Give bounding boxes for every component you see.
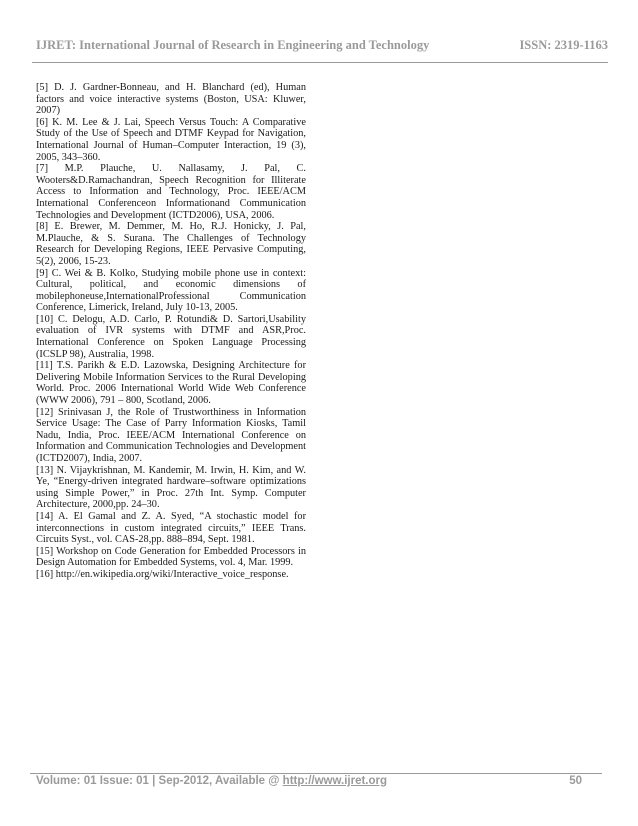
footer-info xyxy=(36,775,387,787)
reference-item: [15] Workshop on Code Generation for Embedded Processors in Design Automation for Embedded Systems, vol. 4, Mar. 1999. xyxy=(36,545,306,569)
reference-item: [8] E. Brewer, M. Demmer, M. Ho, R.J. Honicky, J. Pal, M.Plauche, & S. Surana. The Challenges of Technology Research for Developing Regions, IEEE Pervasive Computing, 5(2), 2006, 15-23. xyxy=(36,221,306,267)
footer-divider xyxy=(30,773,602,774)
footer-volume-text: Volume: 01 Issue: 01 | Sep-2012, Available @ xyxy=(36,775,283,787)
reference-item: [12] Srinivasan J, the Role of Trustworthiness in Information Service Usage: The Case of Parry Information Kiosks, Tamil Nadu, India, Proc. IEEE/ACM International Conference on Information and Communication Technologies and Development (ICTD2007), India, 2007. xyxy=(36,406,306,464)
header-divider xyxy=(32,62,608,63)
reference-list xyxy=(36,82,306,581)
issn-label: ISSN: 2319-1163 xyxy=(519,38,608,52)
reference-item: [7] M.P. Plauche, U. Nallasamy, J. Pal, C. Wooters&D.Ramachandran, Speech Recognition for Illiterate Access to Information and Technology, Proc. IEEE/ACM International Conferenceon Informationand Communication Technologies and Development (ICTD2006), USA, 2006. xyxy=(36,163,306,221)
page-number: 50 xyxy=(569,775,582,787)
journal-link[interactable]: http://www.ijret.org xyxy=(282,775,388,787)
reference-item: [14] A. El Gamal and Z. A. Syed, “A stochastic model for interconnections in custom integrated circuits,” IEEE Trans. Circuits Syst., vol. CAS-28,pp. 888–894, Sept. 1981. xyxy=(36,510,306,546)
journal-title: IJRET: International Journal of Research in Engineering and Technology xyxy=(36,38,430,52)
reference-item: [10] C. Delogu, A.D. Carlo, P. Rotundi& D. Sartori,Usability evaluation of IVR systems with DTMF and ASR,Proc. International Conference on Spoken Language Processing (ICSLP 98), Australia, 1998. xyxy=(36,313,306,360)
reference-item: [9] C. Wei & B. Kolko, Studying mobile phone use in context: Cultural, political, and economic dimensions of mobilephoneuse,InternationalProfessional Communication Conference, Limerick, Ireland, July 10-13, 2005. xyxy=(36,267,306,314)
reference-item: [11] T.S. Parikh & E.D. Lazowska, Designing Architecture for Delivering Mobile Information Services to the Rural Developing World. Proc. 2006 International World Wide Web Conference (WWW 2006), 791 – 800, Scotland, 2006. xyxy=(36,360,306,407)
reference-item: [6] K. M. Lee & J. Lai, Speech Versus Touch: A Comparative Study of the Use of Speech and DTMF Keypad for Navigation, International Journal of Human–Computer Interaction, 19 (3), 2005, 343–360. xyxy=(36,116,306,163)
reference-item: [13] N. Vijaykrishnan, M. Kandemir, M. Irwin, H. Kim, and W. Ye, “Energy-driven integrated hardware–software optimizations using Simple Power,” in Proc. 27th Int. Symp. Computer Architecture, 2000,pp. 24–30. xyxy=(36,464,306,511)
reference-item: [5] D. J. Gardner-Bonneau, and H. Blanchard (ed), Human factors and voice interactive systems (Boston, USA: Kluwer, 2007) xyxy=(36,82,306,117)
reference-item: [16] http://en.wikipedia.org/wiki/Interactive_voice_response. xyxy=(36,568,289,580)
